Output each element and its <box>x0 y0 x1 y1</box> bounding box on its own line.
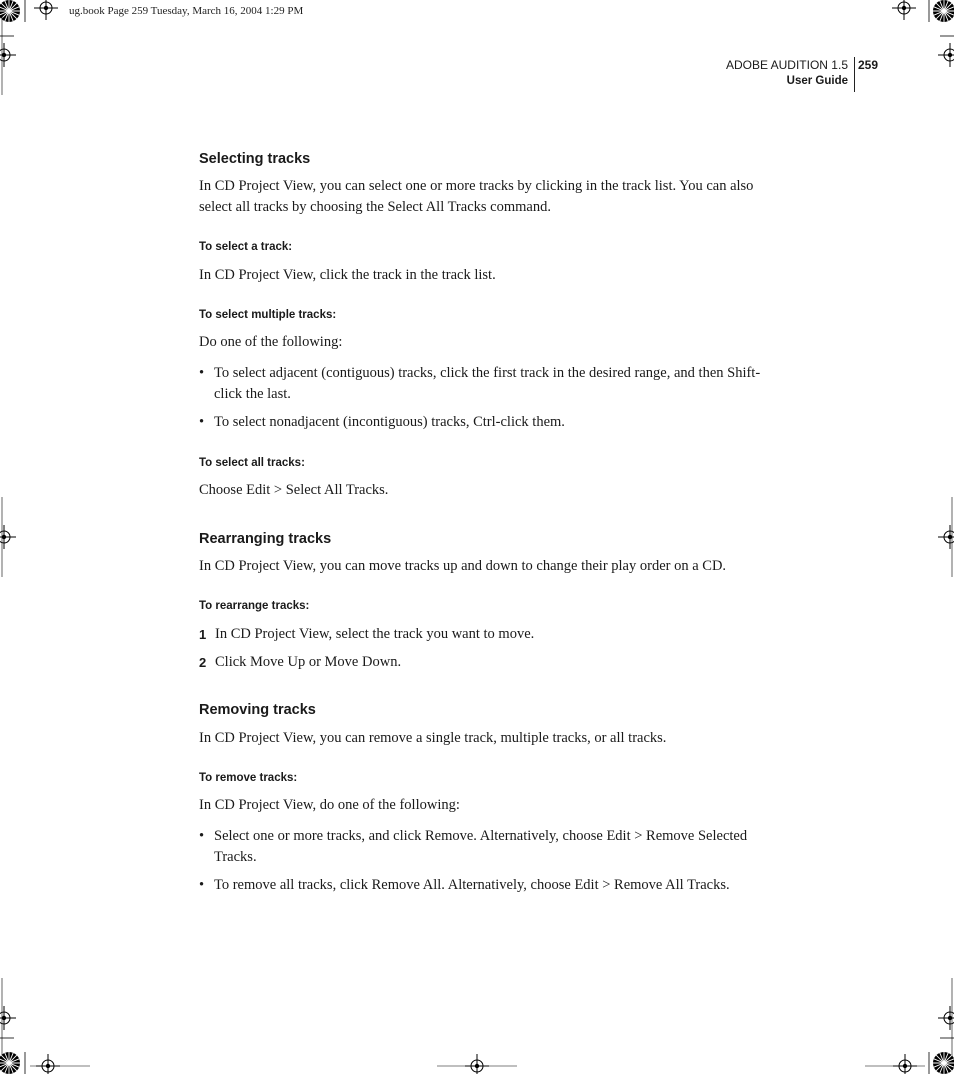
list-item-text: Select one or more tracks, and click Remove. Alternatively, choose Edit > Remove Selected Tracks. <box>214 828 748 865</box>
bullet-glyph: • <box>199 828 205 844</box>
star-target-icon <box>0 0 20 22</box>
print-slug: ug.book Page 259 Tuesday, March 16, 2004 1:29 PM <box>69 5 304 17</box>
bullet-glyph: • <box>199 877 205 893</box>
list-item-text: To select nonadjacent (incontiguous) tracks, Ctrl-click them. <box>214 414 565 430</box>
step-number: 1 <box>199 627 207 642</box>
removing-intro: In CD Project View, you can remove a single track, multiple tracks, or all tracks. <box>199 730 667 746</box>
running-header-title: ADOBE AUDITION 1.5 <box>725 58 848 72</box>
procedure-heading-rearrange: To rearrange tracks: <box>199 600 310 612</box>
step-text: In CD Project View, select the track you want to move. <box>215 626 535 642</box>
registration-mark-icon <box>34 0 58 20</box>
step-number: 2 <box>199 655 207 670</box>
selecting-intro: In CD Project View, you can select one or more tracks by clicking in the track list. You can also select all tracks by choosing the Select All Tracks command. <box>199 178 754 215</box>
star-target-icon <box>933 0 954 22</box>
procedure-heading-select-multiple: To select multiple tracks: <box>199 309 337 321</box>
section-heading-selecting-tracks: Selecting tracks <box>199 151 311 167</box>
star-target-icon <box>933 1052 954 1074</box>
select-track-text: In CD Project View, click the track in the track list. <box>199 267 496 283</box>
select-all-text: Choose Edit > Select All Tracks. <box>199 482 389 498</box>
registration-mark-icon <box>36 1054 60 1074</box>
procedure-heading-select-track: To select a track: <box>199 241 293 253</box>
registration-mark-icon <box>0 525 16 549</box>
registration-mark-icon <box>938 43 954 67</box>
procedure-heading-remove: To remove tracks: <box>199 772 298 784</box>
bullet-glyph: • <box>199 365 205 381</box>
running-header-subtitle: User Guide <box>786 75 848 87</box>
bullet-glyph: • <box>199 414 205 430</box>
section-heading-rearranging-tracks: Rearranging tracks <box>199 531 332 547</box>
step-text: Click Move Up or Move Down. <box>215 654 402 670</box>
page-number: 259 <box>858 58 879 72</box>
registration-mark-icon <box>893 1054 917 1074</box>
registration-mark-icon <box>0 43 16 67</box>
select-multiple-text: Do one of the following: <box>199 334 343 350</box>
rearranging-intro: In CD Project View, you can move tracks up and down to change their play order on a CD. <box>199 558 727 574</box>
list-item-text: To select adjacent (contiguous) tracks, click the first track in the desired range, and then Shift-click the last. <box>214 365 761 402</box>
list-item-text: To remove all tracks, click Remove All. Alternatively, choose Edit > Remove All Tracks. <box>214 877 730 893</box>
star-target-icon <box>0 1052 20 1074</box>
remove-text: In CD Project View, do one of the following: <box>199 797 460 813</box>
registration-mark-icon <box>0 1006 16 1030</box>
registration-mark-icon <box>938 525 954 549</box>
registration-mark-icon <box>465 1054 489 1074</box>
header-divider <box>854 57 855 92</box>
registration-mark-icon <box>938 1006 954 1030</box>
registration-mark-icon <box>892 0 916 20</box>
section-heading-removing-tracks: Removing tracks <box>199 702 316 718</box>
procedure-heading-select-all: To select all tracks: <box>199 457 305 469</box>
